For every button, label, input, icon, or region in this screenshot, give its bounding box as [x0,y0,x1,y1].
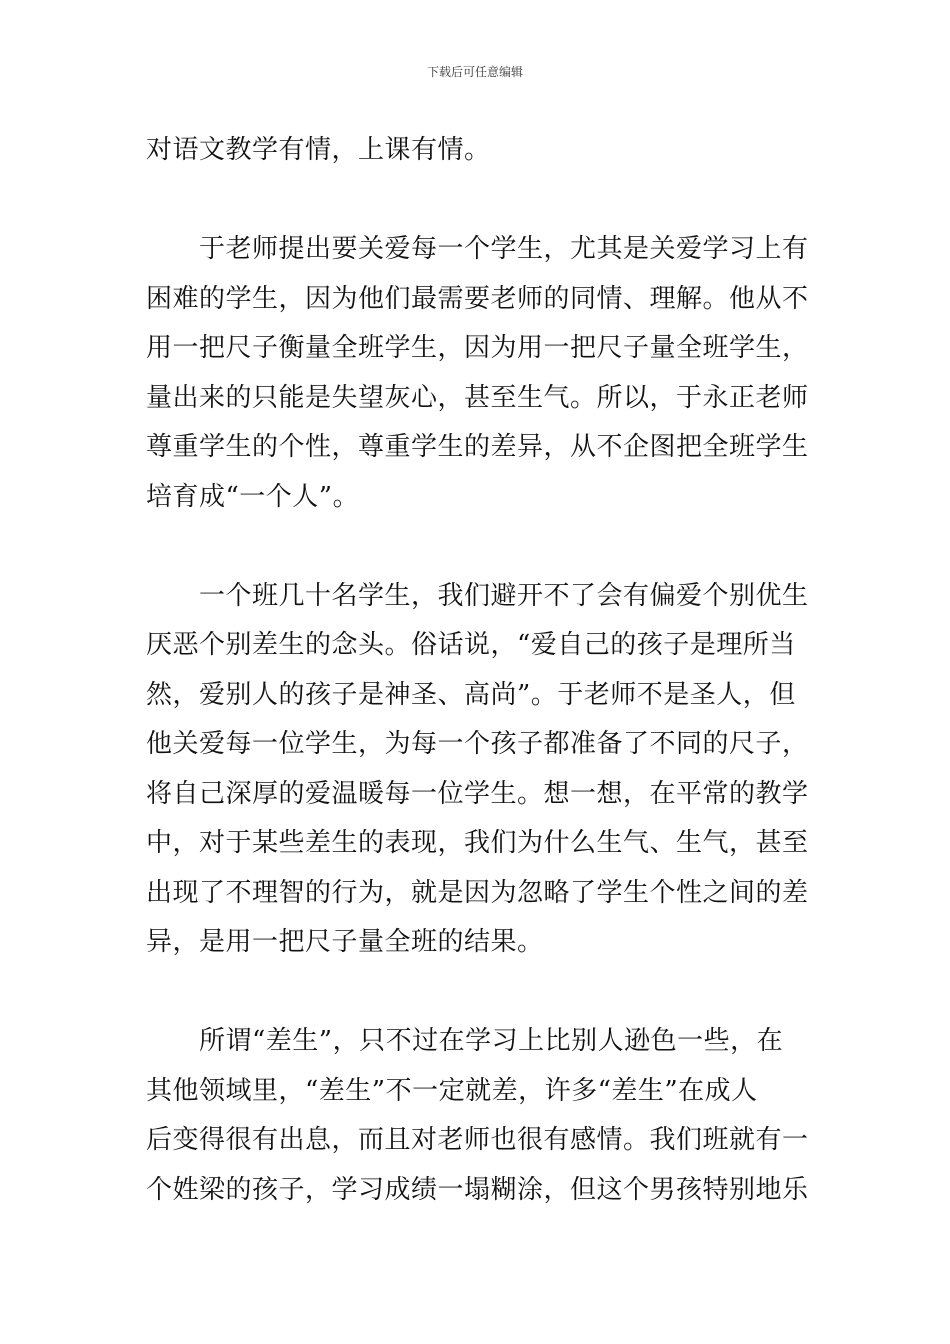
paragraph-spacer [146,176,806,226]
paragraph-spacer [146,968,806,1018]
text-line: 厌恶个别差生的念头。俗话说，“爱自己的孩子是理所当 [146,630,796,660]
text-line: 用一把尺子衡量全班学生，因为用一把尺子量全班学生， [146,333,809,363]
text-line: 异，是用一把尺子量全班的结果。 [146,927,544,957]
text-line: 个姓梁的孩子，学习成绩一塌糊涂，但这个男孩特别地乐 [146,1174,809,1205]
paragraph-spacer [146,522,806,572]
text-line: 出现了不理智的行为，就是因为忽略了学生个性之间的差 [146,877,809,908]
document-body [146,126,809,1215]
text-line: 中，对于某些差生的表现，我们为什么生气、生气，甚至 [146,828,809,858]
text-line: 所谓“差生”，只不过在学习上比别人逊色一些，在 [199,1026,784,1056]
paragraph [146,1017,809,1215]
page-header: 下载后可任意编辑 [426,65,523,79]
text-line: 将自己深厚的爱温暖每一位学生。想一想，在平常的教学 [146,778,809,809]
text-line: 一个班几十名学生，我们避开不了会有偏爱个别优生 [199,580,809,611]
text-line: 量出来的只能是失望灰心，甚至生气。所以，于永正老师 [146,382,809,413]
text-line: 于老师提出要关爱每一个学生，尤其是关爱学习上有 [199,234,809,264]
text-line: 困难的学生，因为他们最需要老师的同情、理解。他从不 [146,283,809,314]
paragraph [146,572,809,968]
paragraph [146,126,806,176]
text-line: 培育成“一个人”。 [146,481,360,512]
text-line: 然，爱别人的孩子是神圣、高尚”。于老师不是圣人，但 [146,679,796,710]
text-line: 后变得很有出息，而且对老师也很有感情。我们班就有一 [146,1125,809,1155]
text-line: 尊重学生的个性，尊重学生的差异，从不企图把全班学生 [146,432,809,462]
text-line: 他关爱每一位学生，为每一个孩子都准备了不同的尺子， [146,729,809,759]
paragraph [146,225,809,522]
text-line: 对语文教学有情，上课有情。 [146,135,491,165]
text-line: 其他领域里，“差生”不一定就差，许多“差生”在成人 [146,1075,758,1106]
